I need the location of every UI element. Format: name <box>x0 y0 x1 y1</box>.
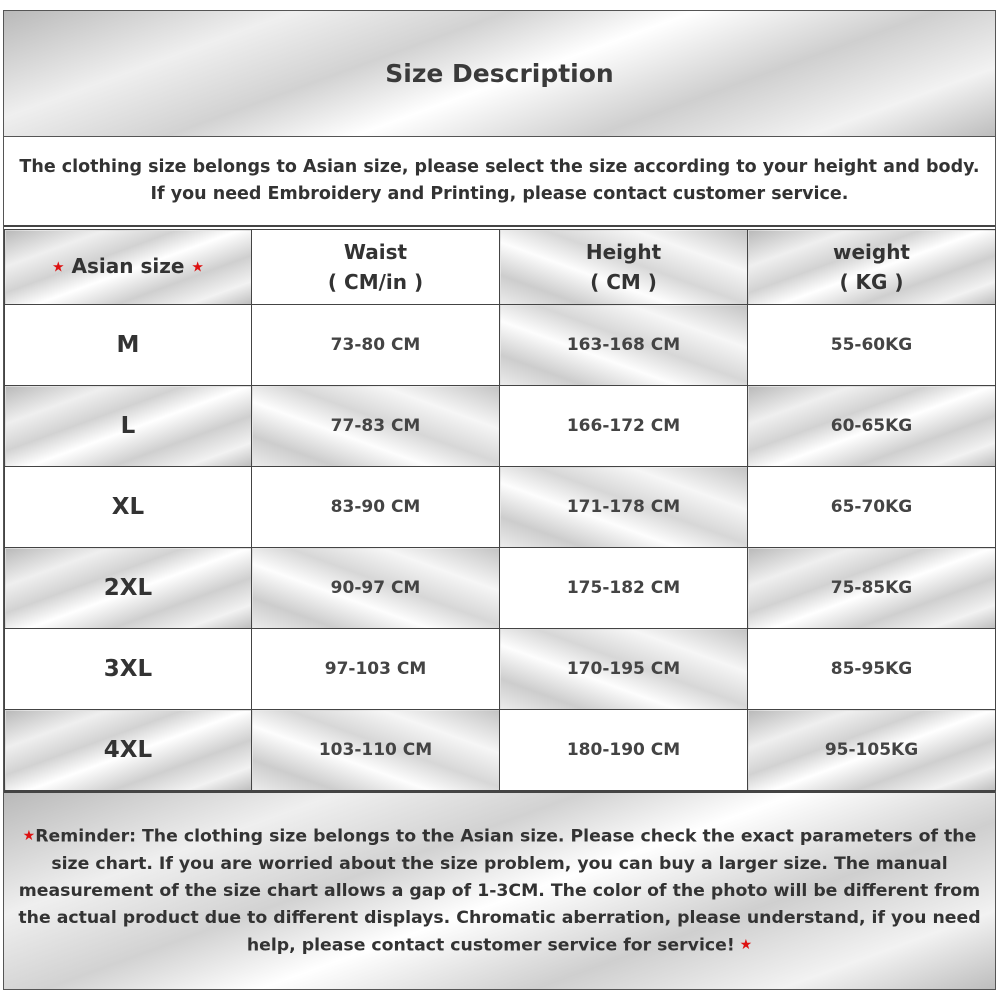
waist-cell: 97-103 CM <box>252 629 500 710</box>
size-cell: 4XL <box>5 710 252 791</box>
header-size-label: Asian size <box>71 254 185 279</box>
reminder-box <box>4 791 995 989</box>
size-chart-sheet <box>3 10 996 990</box>
table-row <box>5 629 996 710</box>
header-waist-label: Waist <box>343 240 408 264</box>
intro-text <box>4 137 995 227</box>
reminder-text: Reminder: The clothing size belongs to the Asian size. Please check the exact parameters of the size chart. If you are worried about the size problem, you can buy a larger size. The manual measurement of the size chart allows a gap of 1-3CM. The color of the photo will be different from the actual product due to different displays. Chromatic aberration, please understand, if you need help, please contact customer service for service! <box>18 826 981 955</box>
table-row <box>5 386 996 467</box>
table-row <box>5 710 996 791</box>
height-cell: 180-190 CM <box>500 710 748 791</box>
star-icon: ★ <box>191 259 204 276</box>
table-header-row <box>5 230 996 305</box>
waist-cell: 103-110 CM <box>252 710 500 791</box>
waist-cell: 83-90 CM <box>252 467 500 548</box>
weight-cell: 60-65KG <box>748 386 996 467</box>
height-cell: 171-178 CM <box>500 467 748 548</box>
star-icon: ★ <box>734 936 753 953</box>
weight-cell: 95-105KG <box>748 710 996 791</box>
header-waist-unit: ( CM/in ) <box>327 270 424 294</box>
header-height-unit: ( CM ) <box>590 270 657 294</box>
weight-cell: 55-60KG <box>748 305 996 386</box>
weight-cell: 75-85KG <box>748 548 996 629</box>
weight-cell: 85-95KG <box>748 629 996 710</box>
size-cell: XL <box>5 467 252 548</box>
intro-text-content: The clothing size belongs to Asian size, please select the size according to your height and body. If you need Embroidery and Printing, please contact customer service. <box>19 157 980 204</box>
header-height-label: Height <box>585 240 662 264</box>
header-waist <box>252 230 500 305</box>
waist-cell: 90-97 CM <box>252 548 500 629</box>
star-icon: ★ <box>52 259 65 276</box>
height-cell: 163-168 CM <box>500 305 748 386</box>
header-weight <box>748 230 996 305</box>
size-cell: 2XL <box>5 548 252 629</box>
page-title: Size Description <box>4 11 995 137</box>
header-weight-label: weight <box>832 240 910 264</box>
waist-cell: 73-80 CM <box>252 305 500 386</box>
size-cell: L <box>5 386 252 467</box>
header-height <box>500 230 748 305</box>
size-cell: M <box>5 305 252 386</box>
height-cell: 170-195 CM <box>500 629 748 710</box>
header-weight-unit: ( KG ) <box>839 270 904 294</box>
weight-cell: 65-70KG <box>748 467 996 548</box>
table-row <box>5 467 996 548</box>
header-size <box>5 230 252 305</box>
table-row <box>5 305 996 386</box>
height-cell: 166-172 CM <box>500 386 748 467</box>
reminder-text-wrap <box>12 823 987 959</box>
size-cell: 3XL <box>5 629 252 710</box>
waist-cell: 77-83 CM <box>252 386 500 467</box>
table-row <box>5 548 996 629</box>
height-cell: 175-182 CM <box>500 548 748 629</box>
size-table <box>4 229 996 791</box>
star-icon: ★ <box>22 828 36 844</box>
